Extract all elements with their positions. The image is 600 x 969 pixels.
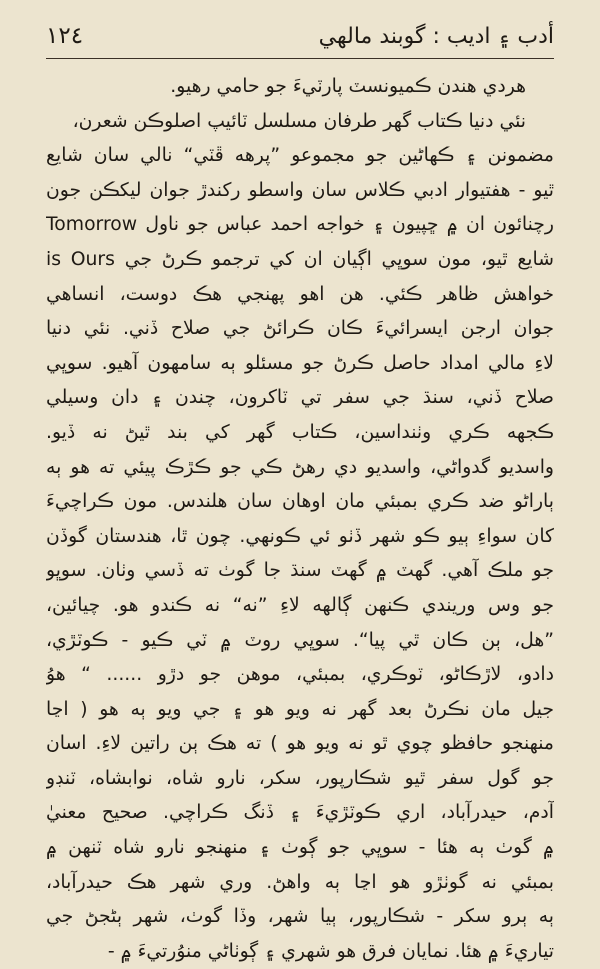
text-line: جيل مان نڪرڻ بعد گهر نه ويو هو ۽ جي ويو ٻه هو ( اڃا xyxy=(46,698,554,720)
body-text xyxy=(46,70,554,962)
text-line: منهنجو حافظو چوي ٿو نه ويو هو ) ته هڪ ٻن راتين لاءِ. اسان xyxy=(46,733,554,755)
text-line: بمبئي نه گوٺڙو هو اڃا ٻه واهڻ. وري شهر هڪ حيدرآباد، xyxy=(46,871,554,893)
text-line: دادو، لاڙڪاڻو، ٽوڪري، بمبئي، موهن جو دڙو ...... “ هوُ xyxy=(46,664,554,686)
running-head: أدب ۽ اديب : گوبند مالهي xyxy=(318,23,554,49)
text-line: واسديو گدواڻي، واسديو دي رهڻ ڪي جو ڪڙڪ پيئي ته هو ٻه xyxy=(46,456,554,478)
text-line: is Ours شايع ٿيو، مون سوڀي اڳيان ان کي ترجمو ڪرڻ جي xyxy=(46,248,554,270)
text-line: جو ملڪ آهي. گهٽ ۾ گهٽ سنڌ جا گوٺ ته ڏسي وٺان. سوڀو xyxy=(46,560,554,582)
text-line: صلاح ڏني، سنڌ جي سفر تي ٽاکرون، چندن ۽ دان وسيلي xyxy=(46,387,554,409)
text-line: کان سواءِ ٻيو ڪو شهر ڏٺو ئي ڪونهي. چون ٿا، هندستان گوڏن xyxy=(46,525,554,547)
text-line: هردي هندن ڪميونسٽ پارٽيءَ جو حامي رهيو. xyxy=(170,76,526,97)
text-line: رچنائون ان ۾ ڇپيون ۽ خواجه احمد عباس جو ناول Tomorrow xyxy=(46,214,554,236)
text-line: ٿيو - هفتيوار ادبي ڪلاس سان واسطو رکندڙ جوان ليکڪن جون xyxy=(46,179,554,201)
text-line: ”هل، ٻن ڪان ٿي پيا“. سوڀي روٽ ۾ ٽي ڪيو - ڪوٽڙي، xyxy=(46,629,554,651)
text-line: خواهش ظاهر ڪئي. هن اهو پهنجي هڪ دوست، انساهي xyxy=(46,283,554,305)
text-line: لاءِ مالي امداد حاصل ڪرڻ جو مسئلو ٻه سامهون آهيو. سوڀي xyxy=(46,352,554,374)
text-line: ڪجهه ڪري وٺنداسين، ڪتاب گهر کي بند ٿيڻ نه ڏيو. xyxy=(46,421,554,443)
text-line: جو وس وريندي ڪنهن ڳالهه لاءِ ”نه“ نه ڪندو هو. چيائين، xyxy=(46,594,554,616)
text-line: مضمونن ۽ ڪهاڻين جو مجموعو ”پرهه ڦٽي“ نالي سان شايع xyxy=(46,145,554,167)
page-header xyxy=(46,14,554,59)
text-line: ٻه ٻرو سکر - شڪارپور، ٻيا شهر، وڏا گوٺ، شهر ٻڻجڻ جي xyxy=(46,906,554,928)
page-number: ١٢٤ xyxy=(46,23,84,49)
text-line: آدم، حيدرآباد، اري ڪوٽڙيءَ ۽ ڏنگ ڪراچي. صحيح معنيٰ xyxy=(46,802,554,824)
text-line: تياريءَ ۾ هئا. نمايان فرق هو شهري ۽ ڳوٺاڻي منوُرتيءَ ۾ - xyxy=(107,940,554,962)
text-line: ۾ گوٺ ٻه هئا - سوڀي جو ڳوٺ ۽ منهنجو نارو شاه ٽنهن ۾ xyxy=(46,837,554,859)
text-line: نئي دنيا ڪتاب گهر طرفان مسلسل ٽائيپ اصلوڪن شعرن، xyxy=(72,110,526,132)
text-line: ٻاراڻو ضد ڪري بمبئي مان اوهان سان هلندس. مون ڪراچيءَ xyxy=(46,491,554,513)
text-line: جو گول سفر ٿيو شڪارپور، سکر، نارو شاه، نوابشاه، ٽنڊو xyxy=(46,767,554,789)
text-line: جوان ارجن ايسرائيءَ ڪان ڪرائڻ جي صلاح ڏني. نئي دنيا xyxy=(46,318,554,340)
